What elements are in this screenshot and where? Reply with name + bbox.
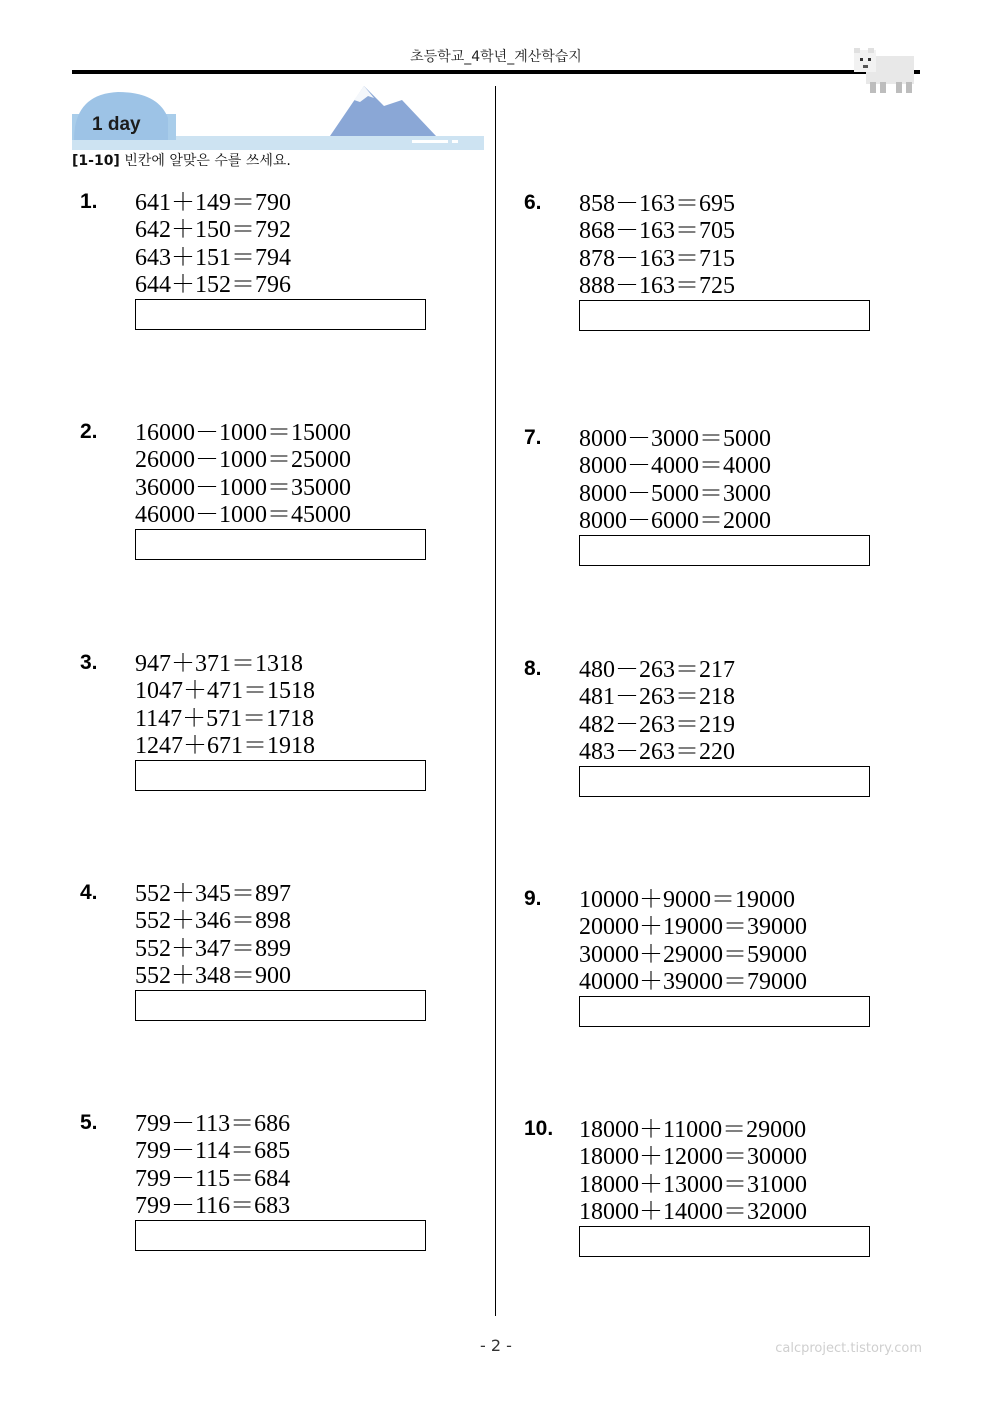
equation-line: 1147＋571＝1718 [135,706,315,732]
problem-number: 1. [80,190,98,213]
equation-line: 1247＋671＝1918 [135,733,315,759]
equation-line: 8000－4000＝4000 [579,453,771,479]
instruction-range: [1-10] [72,153,120,169]
equation-line: 10000＋9000＝19000 [579,887,795,913]
page-number: - 2 - [480,1336,512,1355]
mountain-shape [330,86,436,136]
equation-line: 8000－3000＝5000 [579,426,771,452]
equation-line: 947＋371＝1318 [135,651,303,677]
column-divider [495,86,496,1316]
equation-line: 8000－5000＝3000 [579,481,771,507]
problem-number: 6. [524,191,542,214]
answer-box[interactable] [135,299,426,330]
equation-line: 552＋345＝897 [135,881,291,907]
instruction-text: 빈칸에 알맞은 수를 쓰세요. [124,153,291,169]
problem-number: 3. [80,651,98,674]
equation-line: 858－163＝695 [579,191,735,217]
answer-box[interactable] [135,1220,426,1251]
equation-line: 799－116＝683 [135,1193,291,1219]
problem-number: 8. [524,657,542,680]
answer-box[interactable] [579,996,870,1027]
equation-line: 888－163＝725 [579,273,735,299]
answer-box[interactable] [579,766,870,797]
equation-line: 641＋149＝790 [135,190,291,216]
page-header-title: 초등학교_4학년_계산학습지 [410,49,582,65]
problem-number: 9. [524,887,542,910]
equation-line: 480－263＝217 [579,657,735,683]
equation-line: 36000－1000＝35000 [135,475,351,501]
equation-line: 18000＋13000＝31000 [579,1172,807,1198]
problem-number: 5. [80,1111,98,1134]
equation-line: 799－115＝684 [135,1166,291,1192]
answer-box[interactable] [135,529,426,560]
equation-line: 642＋150＝792 [135,217,291,243]
equation-line: 8000－6000＝2000 [579,508,771,534]
equation-line: 868－163＝705 [579,218,735,244]
equation-line: 481－263＝218 [579,684,735,710]
equation-line: 26000－1000＝25000 [135,447,351,473]
equation-line: 20000＋19000＝39000 [579,914,807,940]
equation-line: 799－114＝685 [135,1138,291,1164]
day-label: 1 day [92,114,141,135]
problem-number: 2. [80,420,98,443]
header-rule [72,70,920,74]
problem-number: 7. [524,426,542,449]
equation-line: 1047＋471＝1518 [135,678,315,704]
equation-line: 18000＋11000＝29000 [579,1117,807,1143]
equation-line: 552＋346＝898 [135,908,291,934]
problem-number: 10. [524,1117,554,1140]
equation-line: 552＋348＝900 [135,963,291,989]
equation-line: 799－113＝686 [135,1111,291,1137]
equation-line: 878－163＝715 [579,246,735,272]
answer-box[interactable] [579,535,870,566]
equation-line: 16000－1000＝15000 [135,420,351,446]
equation-line: 18000＋12000＝30000 [579,1144,807,1170]
answer-box[interactable] [579,1226,870,1257]
equation-line: 643＋151＝794 [135,245,291,271]
answer-box[interactable] [135,990,426,1021]
source-watermark: calcproject.tistory.com [775,1341,922,1356]
day-banner [72,84,484,154]
instruction [72,150,291,170]
equation-line: 46000－1000＝45000 [135,502,351,528]
equation-line: 552＋347＝899 [135,936,291,962]
equation-line: 30000＋29000＝59000 [579,942,807,968]
equation-line: 40000＋39000＝79000 [579,969,807,995]
problem-number: 4. [80,881,98,904]
answer-box[interactable] [135,760,426,791]
equation-line: 644＋152＝796 [135,272,291,298]
equation-line: 482－263＝219 [579,712,735,738]
equation-line: 18000＋14000＝32000 [579,1199,807,1225]
polar-bear-icon [850,44,920,96]
answer-box[interactable] [579,300,870,331]
equation-line: 483－263＝220 [579,739,735,765]
